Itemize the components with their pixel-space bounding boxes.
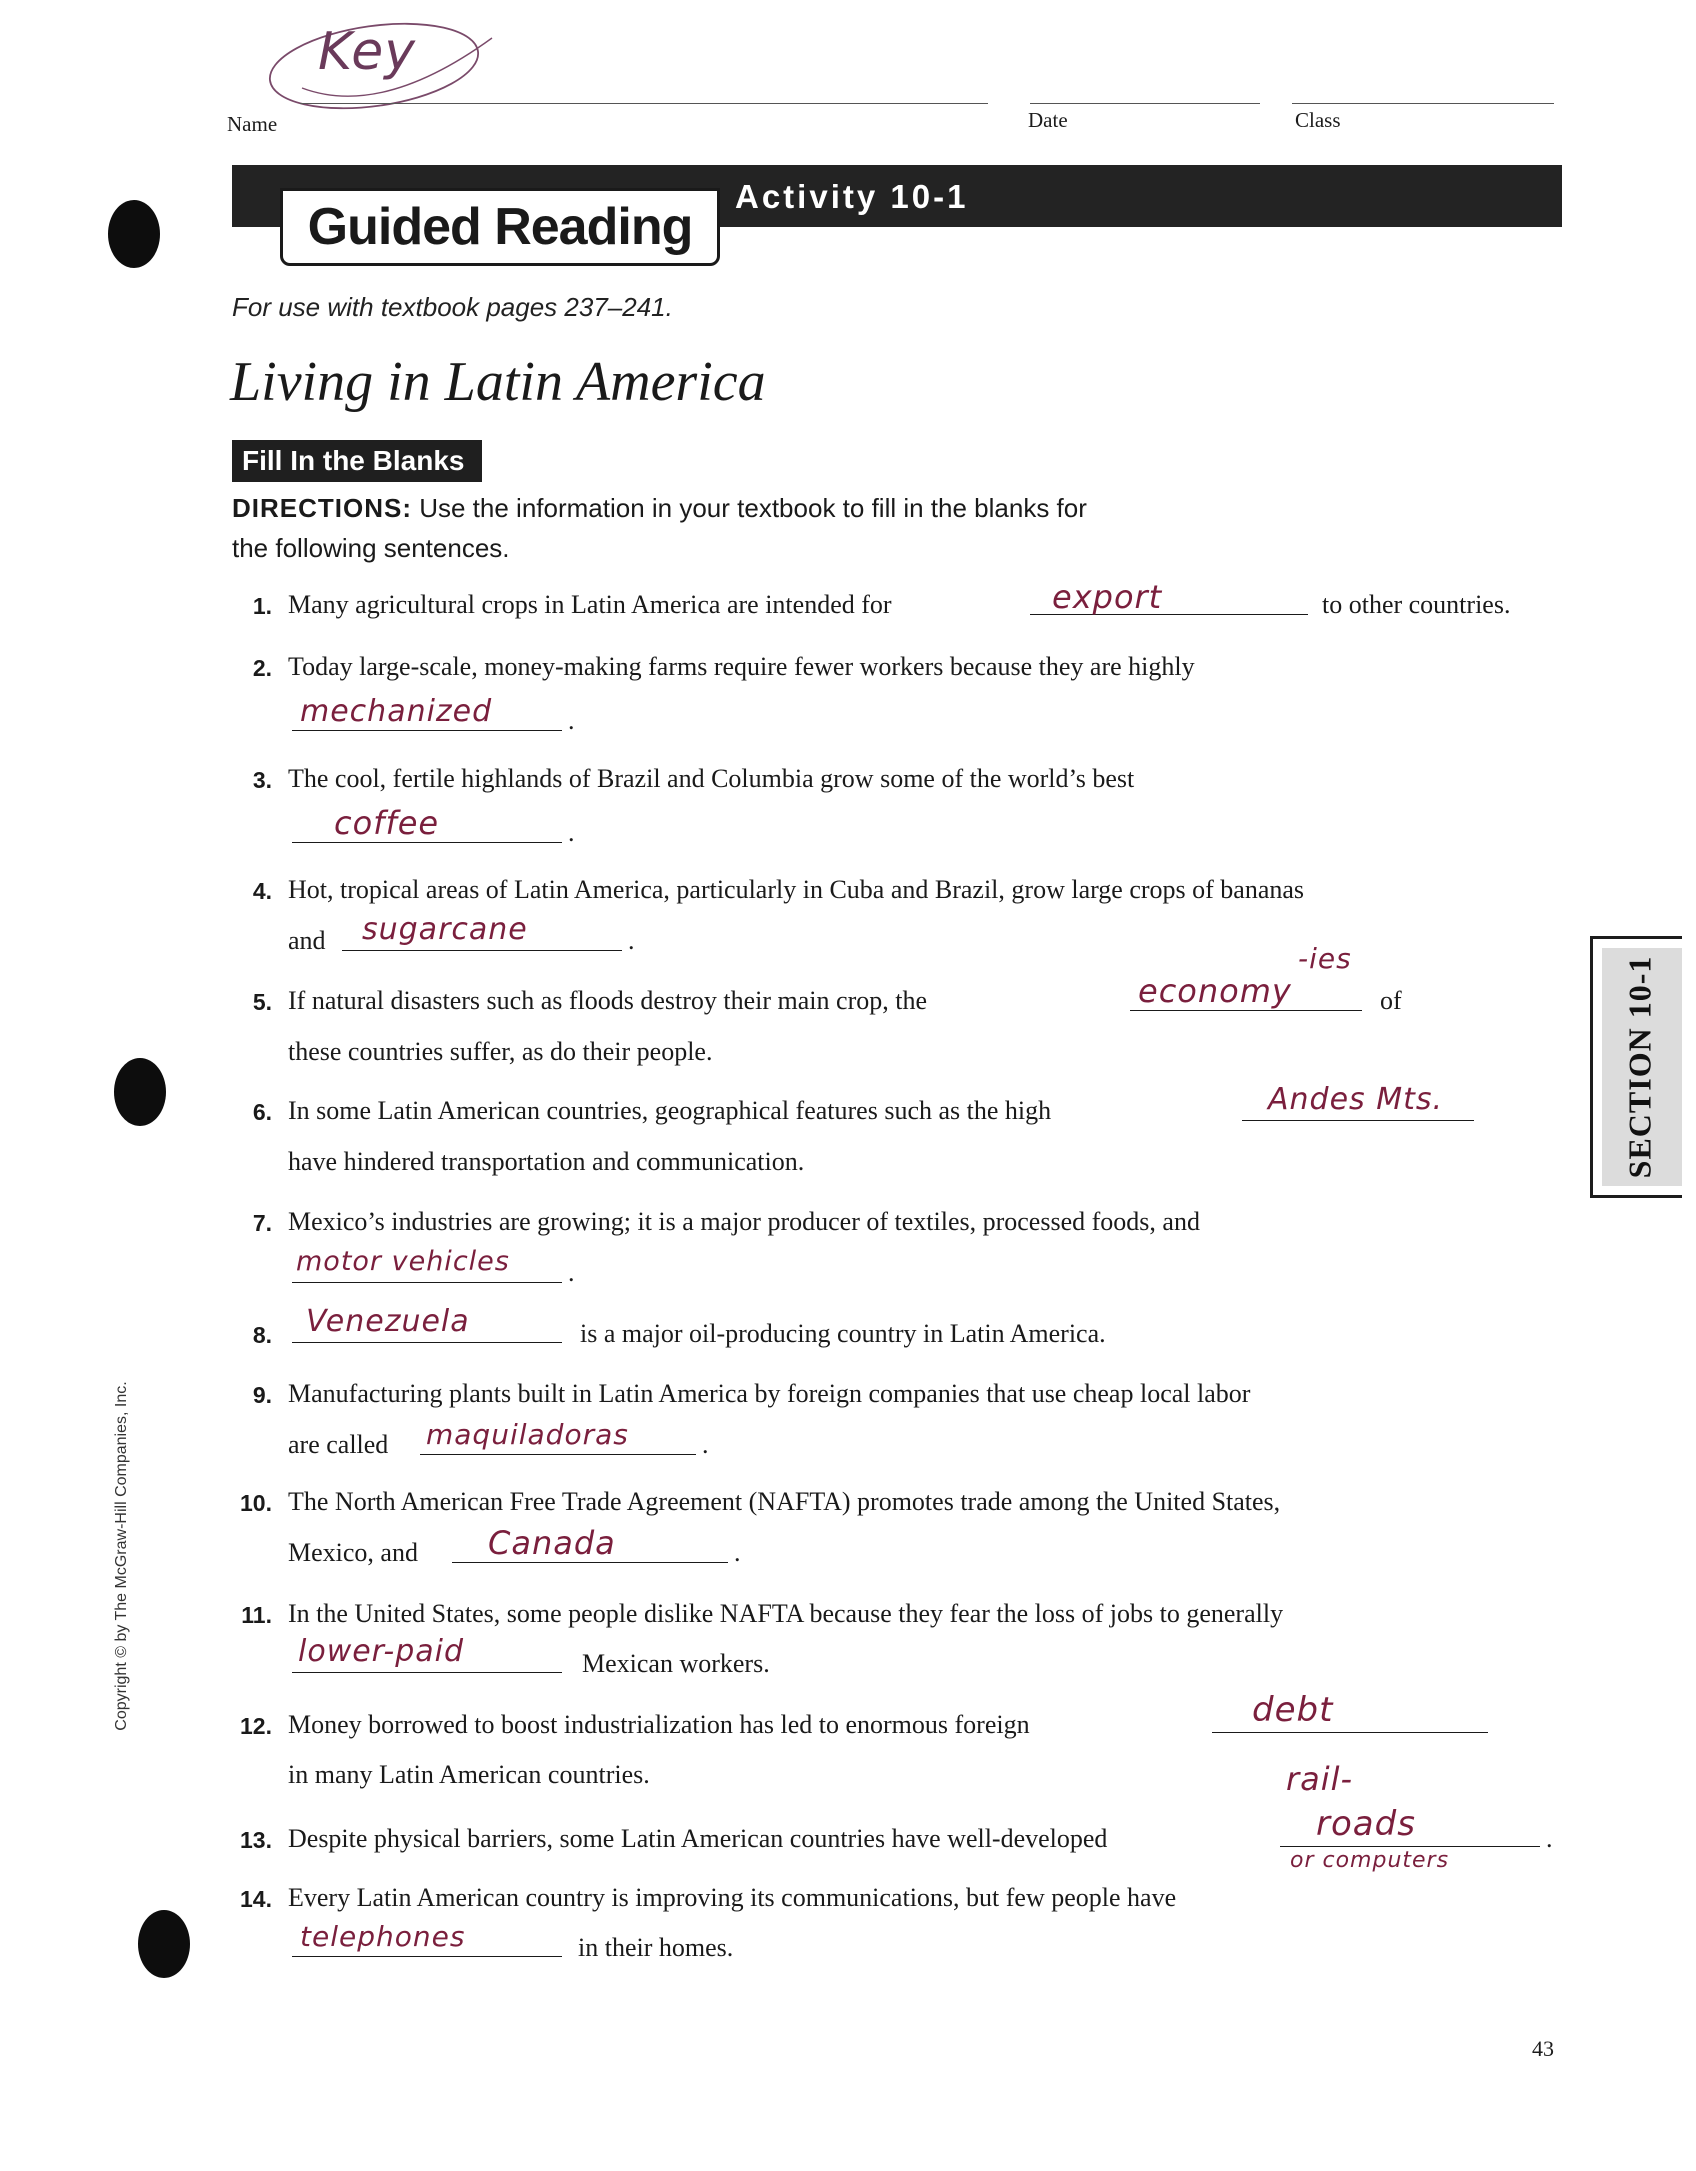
question-text: If natural disasters such as floods destroy their main crop, the <box>288 986 927 1015</box>
answer-handwritten: export <box>1052 578 1163 616</box>
question-text: The cool, fertile highlands of Brazil and Columbia grow some of the world’s best <box>288 764 1135 793</box>
question-text: Money borrowed to boost industrialization has led to enormous foreign <box>288 1710 1030 1739</box>
punch-hole-bottom <box>138 1910 190 1978</box>
answer-handwritten: motor vehicles <box>296 1246 510 1277</box>
question-text-cont: Mexico, and <box>288 1538 418 1567</box>
page-number: 43 <box>1532 2036 1554 2061</box>
question-number: 12. <box>240 1713 272 1739</box>
question-text-end: . <box>628 926 635 955</box>
question-text-cont: and <box>288 926 326 955</box>
textbook-pages-note: For use with textbook pages 237–241. <box>232 292 673 322</box>
answer-handwritten: maquiladoras <box>426 1418 629 1451</box>
copyright-notice: Copyright © by The McGraw-Hill Companies, Inc. <box>113 1381 130 1731</box>
question-text-cont: . <box>568 706 575 735</box>
question-text-cont: of <box>1380 986 1402 1015</box>
class-label: Class <box>1295 108 1341 132</box>
answer-blank <box>1212 1732 1488 1733</box>
question-text: Every Latin American country is improving its communications, but few people have <box>288 1883 1177 1912</box>
answer-handwritten: debt <box>1252 1690 1334 1730</box>
question-text: is a major oil-producing country in Latin America. <box>580 1319 1106 1348</box>
answer-handwritten: Venezuela <box>306 1304 470 1339</box>
question-text-end: . <box>702 1430 709 1459</box>
date-line <box>1030 103 1260 104</box>
answer-blank <box>292 1282 562 1283</box>
question-text-cont: are called <box>288 1430 389 1459</box>
answer-handwritten: Andes Mts. <box>1268 1082 1444 1117</box>
answer-blank <box>292 1672 562 1673</box>
answer-blank <box>292 1956 562 1957</box>
question-number: 2. <box>252 655 272 681</box>
question-text-line2: have hindered transportation and communication. <box>288 1147 805 1176</box>
key-annotation: Key <box>318 22 417 82</box>
question-text-line2: in many Latin American countries. <box>288 1760 650 1789</box>
question-text: Manufacturing plants built in Latin America by foreign companies that use cheap local labor <box>288 1379 1251 1408</box>
question-number: 11. <box>241 1602 272 1628</box>
question-text: Hot, tropical areas of Latin America, particularly in Cuba and Brazil, grow large crops of bananas <box>288 875 1305 904</box>
answer-handwritten: Canada <box>488 1524 616 1562</box>
question-text: Mexico’s industries are growing; it is a major producer of textiles, processed foods, and <box>288 1207 1200 1236</box>
question-number: 8. <box>252 1322 272 1348</box>
question-text-end: . <box>734 1538 741 1567</box>
directions-label: DIRECTIONS: <box>232 493 412 523</box>
guided-reading-label: Guided Reading <box>280 188 720 266</box>
section-tab-label: SECTION 10-1 <box>1621 955 1658 1179</box>
punch-hole-top <box>108 200 160 268</box>
answer-handwritten-line1: rail- <box>1286 1760 1354 1798</box>
answer-note: -ies <box>1298 942 1352 975</box>
question-text: The North American Free Trade Agreement (NAFTA) promotes trade among the United States, <box>288 1487 1281 1516</box>
question-number: 3. <box>252 767 272 793</box>
question-text: In some Latin American countries, geographical features such as the high <box>288 1096 1052 1125</box>
question-number: 6. <box>252 1099 272 1125</box>
question-number: 9. <box>252 1382 272 1408</box>
question-text-cont: in their homes. <box>578 1933 734 1962</box>
question-number: 5. <box>252 989 272 1015</box>
question-text-cont: Mexican workers. <box>582 1649 770 1678</box>
section-heading: Fill In the Blanks <box>232 440 482 482</box>
activity-number: Activity 10-1 <box>735 178 969 215</box>
answer-blank <box>1242 1120 1474 1121</box>
answer-handwritten: telephones <box>300 1920 466 1953</box>
question-number: 7. <box>252 1210 272 1236</box>
directions-text-2: the following sentences. <box>232 533 510 563</box>
name-label: Name <box>227 112 278 136</box>
answer-handwritten: sugarcane <box>362 912 528 947</box>
answer-blank <box>342 950 622 951</box>
answer-blank <box>292 1342 562 1343</box>
page-title: Living in Latin America <box>230 351 766 413</box>
answer-blank <box>452 1562 728 1563</box>
answer-blank <box>1280 1846 1540 1847</box>
answer-note: or computers <box>1290 1848 1450 1873</box>
class-line <box>1292 103 1554 104</box>
question-number: 14. <box>240 1886 272 1912</box>
question-number: 10. <box>240 1490 272 1516</box>
answer-handwritten: economy <box>1138 972 1292 1010</box>
name-line <box>300 103 988 104</box>
question-text: In the United States, some people dislike NAFTA because they fear the loss of jobs to generally <box>288 1599 1284 1628</box>
answer-blank <box>420 1454 696 1455</box>
question-text: Despite physical barriers, some Latin American countries have well-developed <box>288 1824 1108 1853</box>
question-text: Many agricultural crops in Latin America are intended for <box>288 590 892 619</box>
question-text-cont: to other countries. <box>1322 590 1511 619</box>
directions-text-1: Use the information in your textbook to fill in the blanks for <box>412 493 1087 523</box>
question-text-line2: these countries suffer, as do their people. <box>288 1037 713 1066</box>
date-label: Date <box>1028 108 1068 132</box>
question-number: 1. <box>252 593 272 619</box>
answer-blank <box>292 842 562 843</box>
question-number: 4. <box>252 878 272 904</box>
question-number: 13. <box>240 1827 272 1853</box>
directions <box>232 488 1252 568</box>
question-text-cont: . <box>568 818 575 847</box>
answer-handwritten: roads <box>1316 1804 1416 1844</box>
answer-blank <box>1130 1010 1362 1011</box>
answer-blank <box>292 730 562 731</box>
question-text-cont: . <box>568 1258 575 1287</box>
answer-handwritten: coffee <box>334 804 440 842</box>
punch-hole-middle <box>114 1058 166 1126</box>
answer-handwritten: lower-paid <box>298 1634 465 1669</box>
answer-handwritten: mechanized <box>300 694 493 729</box>
question-text: Today large-scale, money-making farms require fewer workers because they are highly <box>288 652 1195 681</box>
question-text-cont: . <box>1546 1824 1553 1853</box>
